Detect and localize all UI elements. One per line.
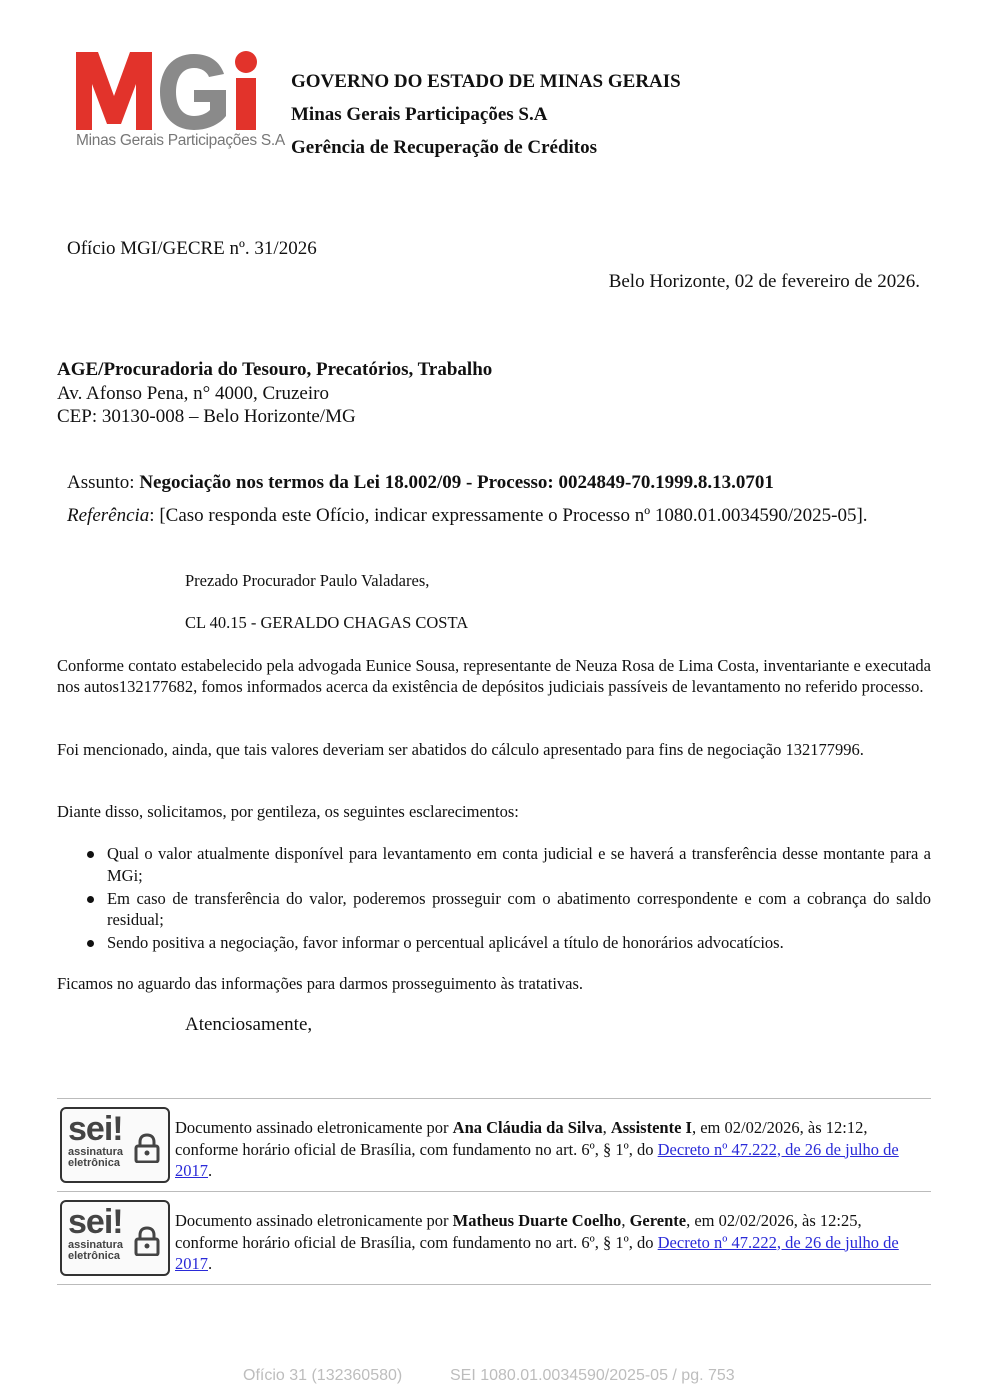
- signature-divider: [57, 1098, 931, 1099]
- seal-line2: eletrônica: [68, 1157, 120, 1169]
- list-item: Em caso de transferência do valor, poderemos prosseguir com o abatimento correspondente e com a cobrança do saldo residual;: [57, 888, 931, 931]
- clarification-list: [57, 843, 931, 955]
- document-date: Belo Horizonte, 02 de fevereiro de 2026.: [608, 271, 920, 292]
- header-government: GOVERNO DO ESTADO DE MINAS GERAIS: [291, 71, 681, 92]
- mgi-logo-mark: [74, 44, 274, 134]
- header-department: Gerência de Recuperação de Créditos: [291, 137, 598, 158]
- paragraph-3: Diante disso, solicitamos, por gentileza, os seguintes esclarecimentos:: [57, 802, 519, 821]
- footer-document-id: Ofício 31 (132360580): [243, 1367, 403, 1384]
- decree-link[interactable]: Decreto nº 47.222, de 26 de julho de 2017: [175, 1139, 899, 1180]
- sei-signature-seal: [60, 1200, 170, 1276]
- header-company: Minas Gerais Participações S.A: [291, 104, 548, 125]
- signer-role: Assistente I: [610, 1118, 692, 1137]
- sei-signature-seal: [60, 1107, 170, 1183]
- footer-process-page: SEI 1080.01.0034590/2025-05 / pg. 753: [450, 1367, 735, 1384]
- signer-name: Ana Cláudia da Silva: [452, 1118, 603, 1137]
- mgi-logo: [74, 44, 285, 154]
- bullet-icon: [87, 851, 94, 858]
- case-line: CL 40.15 - GERALDO CHAGAS COSTA: [185, 613, 469, 632]
- lock-icon: [134, 1226, 160, 1256]
- recipient-address: Av. Afonso Pena, n° 4000, Cruzeiro: [57, 383, 329, 404]
- signature-divider: [57, 1191, 931, 1192]
- list-item: Qual o valor atualmente disponível para levantamento em conta judicial e se haverá a transferência desse montante para a MGi;: [57, 843, 931, 886]
- logo-subtitle: Minas Gerais Participações S.A: [76, 132, 285, 149]
- signature-text-2: Documento assinado eletronicamente por Matheus Duarte Coelho, Gerente, em 02/02/2026, às 12:25, conforme horário oficial de Brasília, com fundamento no art. 6º, § 1º, do Decreto nº 47.222, de 26 de julho de 2017.: [175, 1211, 899, 1273]
- subject-label: Assunto:: [67, 472, 140, 493]
- reference-line: [67, 505, 868, 527]
- oficio-number: Ofício MGI/GECRE nº. 31/2026: [67, 238, 317, 259]
- seal-title: sei!: [68, 1110, 123, 1148]
- reference-value: : [Caso responda este Ofício, indicar expressamente o Processo nº 1080.01.0034590/2025-05].: [149, 505, 868, 526]
- decree-link[interactable]: Decreto nº 47.222, de 26 de julho de 2017: [175, 1232, 899, 1273]
- list-item: Sendo positiva a negociação, favor informar o percentual aplicável a título de honorários advocatícios.: [57, 932, 931, 954]
- signature-text-1: Documento assinado eletronicamente por Ana Cláudia da Silva, Assistente I, em 02/02/2026, às 12:12, conforme horário oficial de Brasília, com fundamento no art. 6º, § 1º, do Decreto nº 47.222, de 26 de julho de 2017.: [175, 1118, 899, 1180]
- signoff: Atenciosamente,: [185, 1014, 313, 1035]
- signer-name: Matheus Duarte Coelho: [452, 1211, 622, 1230]
- reference-label: Referência: [67, 505, 150, 526]
- signer-role: Gerente: [629, 1211, 687, 1230]
- seal-line2: eletrônica: [68, 1250, 120, 1262]
- seal-line1: assinatura: [68, 1146, 124, 1158]
- closing-paragraph: Ficamos no aguardo das informações para darmos prosseguimento às tratativas.: [57, 974, 584, 993]
- recipient-cep: CEP: 30130-008 – Belo Horizonte/MG: [57, 406, 356, 427]
- bullet-icon: [87, 896, 94, 903]
- lock-icon: [134, 1133, 160, 1163]
- subject-value: Negociação nos termos da Lei 18.002/09 - Processo: 0024849-70.1999.8.13.0701: [139, 472, 774, 493]
- recipient-name: AGE/Procuradoria do Tesouro, Precatórios, Trabalho: [57, 359, 493, 380]
- signature-divider: [57, 1284, 931, 1285]
- paragraph-1: Conforme contato estabelecido pela advogada Eunice Sousa, representante de Neuza Rosa de Lima Costa, inventariante e executada nos autos132177682, fomos informados acerca da existência de depósitos judiciais passíveis de levantamento no referido processo.: [57, 656, 931, 696]
- paragraph-2: Foi mencionado, ainda, que tais valores deveriam ser abatidos do cálculo apresentado para fins de negociação 132177996.: [57, 740, 864, 759]
- greeting: Prezado Procurador Paulo Valadares,: [185, 571, 430, 590]
- seal-title: sei!: [68, 1203, 123, 1241]
- subject-line: [67, 472, 774, 494]
- seal-line1: assinatura: [68, 1239, 124, 1251]
- bullet-icon: [87, 940, 94, 947]
